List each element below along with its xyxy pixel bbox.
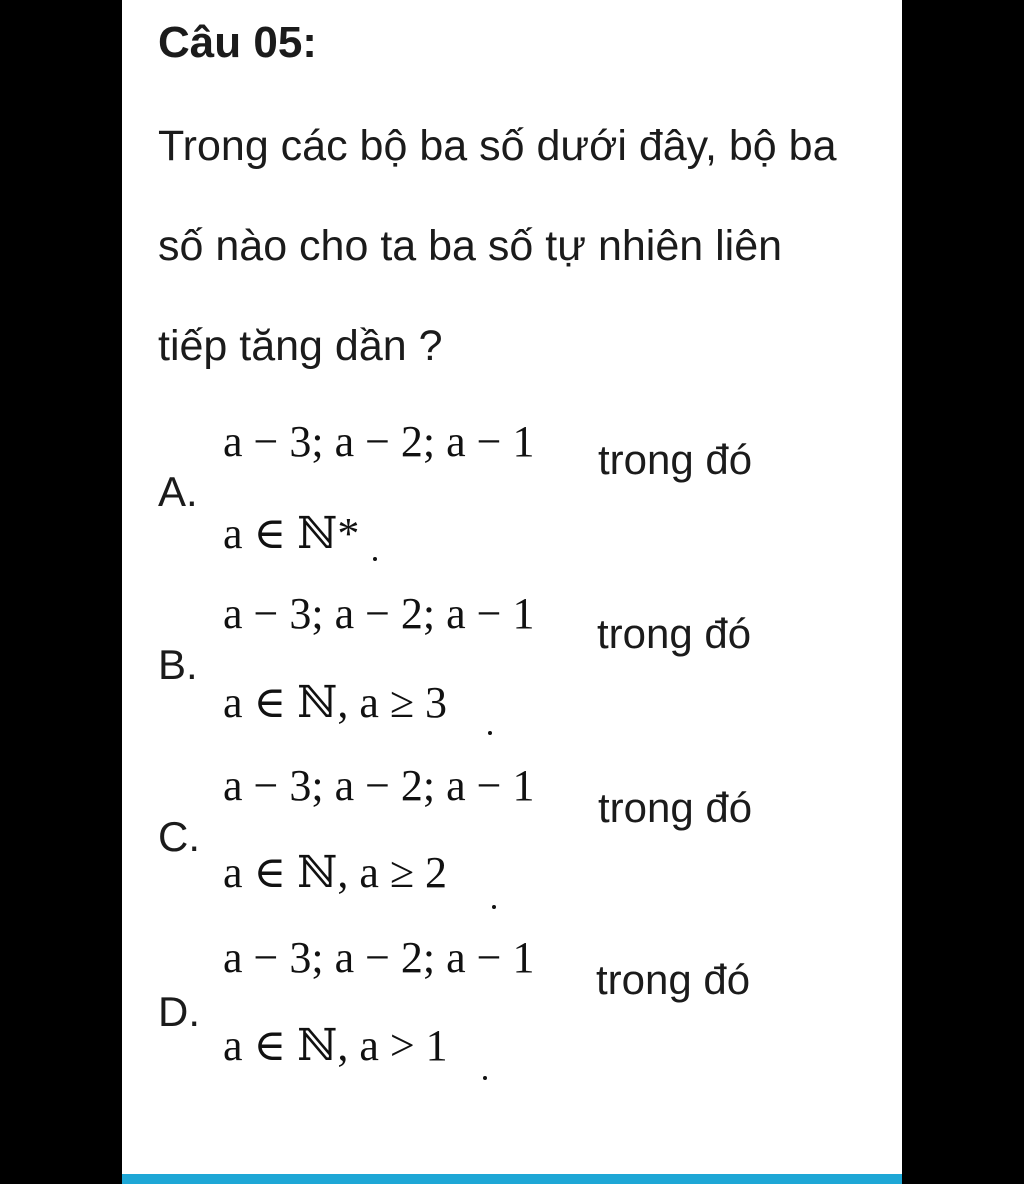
accent-bar	[122, 1174, 902, 1184]
option-b-condition: a ∈ ℕ, a ≥ 3	[223, 678, 447, 727]
option-b-letter: B.	[158, 641, 198, 688]
option-a-letter: A.	[158, 468, 198, 515]
question-line-2: số nào cho ta ba số tự nhiên liên	[158, 222, 783, 270]
option-b-suffix: trong đó	[597, 610, 752, 657]
question-line-1: Trong các bộ ba số dưới đây, bộ ba	[158, 122, 837, 170]
option-c-condition: a ∈ ℕ, a ≥ 2	[223, 848, 447, 897]
option-c-suffix: trong đó	[598, 784, 753, 831]
option-b-expression: a − 3; a − 2; a − 1	[223, 589, 535, 638]
option-a-period	[373, 557, 377, 561]
option-a-expression: a − 3; a − 2; a − 1	[223, 417, 535, 466]
option-c-period	[492, 905, 496, 909]
option-c-expression: a − 3; a − 2; a − 1	[223, 761, 535, 810]
option-d-condition: a ∈ ℕ, a > 1	[223, 1021, 448, 1070]
option-d-suffix: trong đó	[596, 956, 751, 1003]
option-c-letter: C.	[158, 813, 200, 860]
option-b-period	[488, 731, 492, 735]
option-a-condition: a ∈ ℕ*	[223, 509, 360, 558]
option-d-letter: D.	[158, 988, 200, 1035]
question-title: Câu 05:	[158, 18, 317, 67]
option-a-suffix: trong đó	[598, 436, 753, 483]
option-d-expression: a − 3; a − 2; a − 1	[223, 933, 535, 982]
question-line-3: tiếp tăng dần ?	[158, 322, 443, 370]
option-d-period	[483, 1076, 487, 1080]
